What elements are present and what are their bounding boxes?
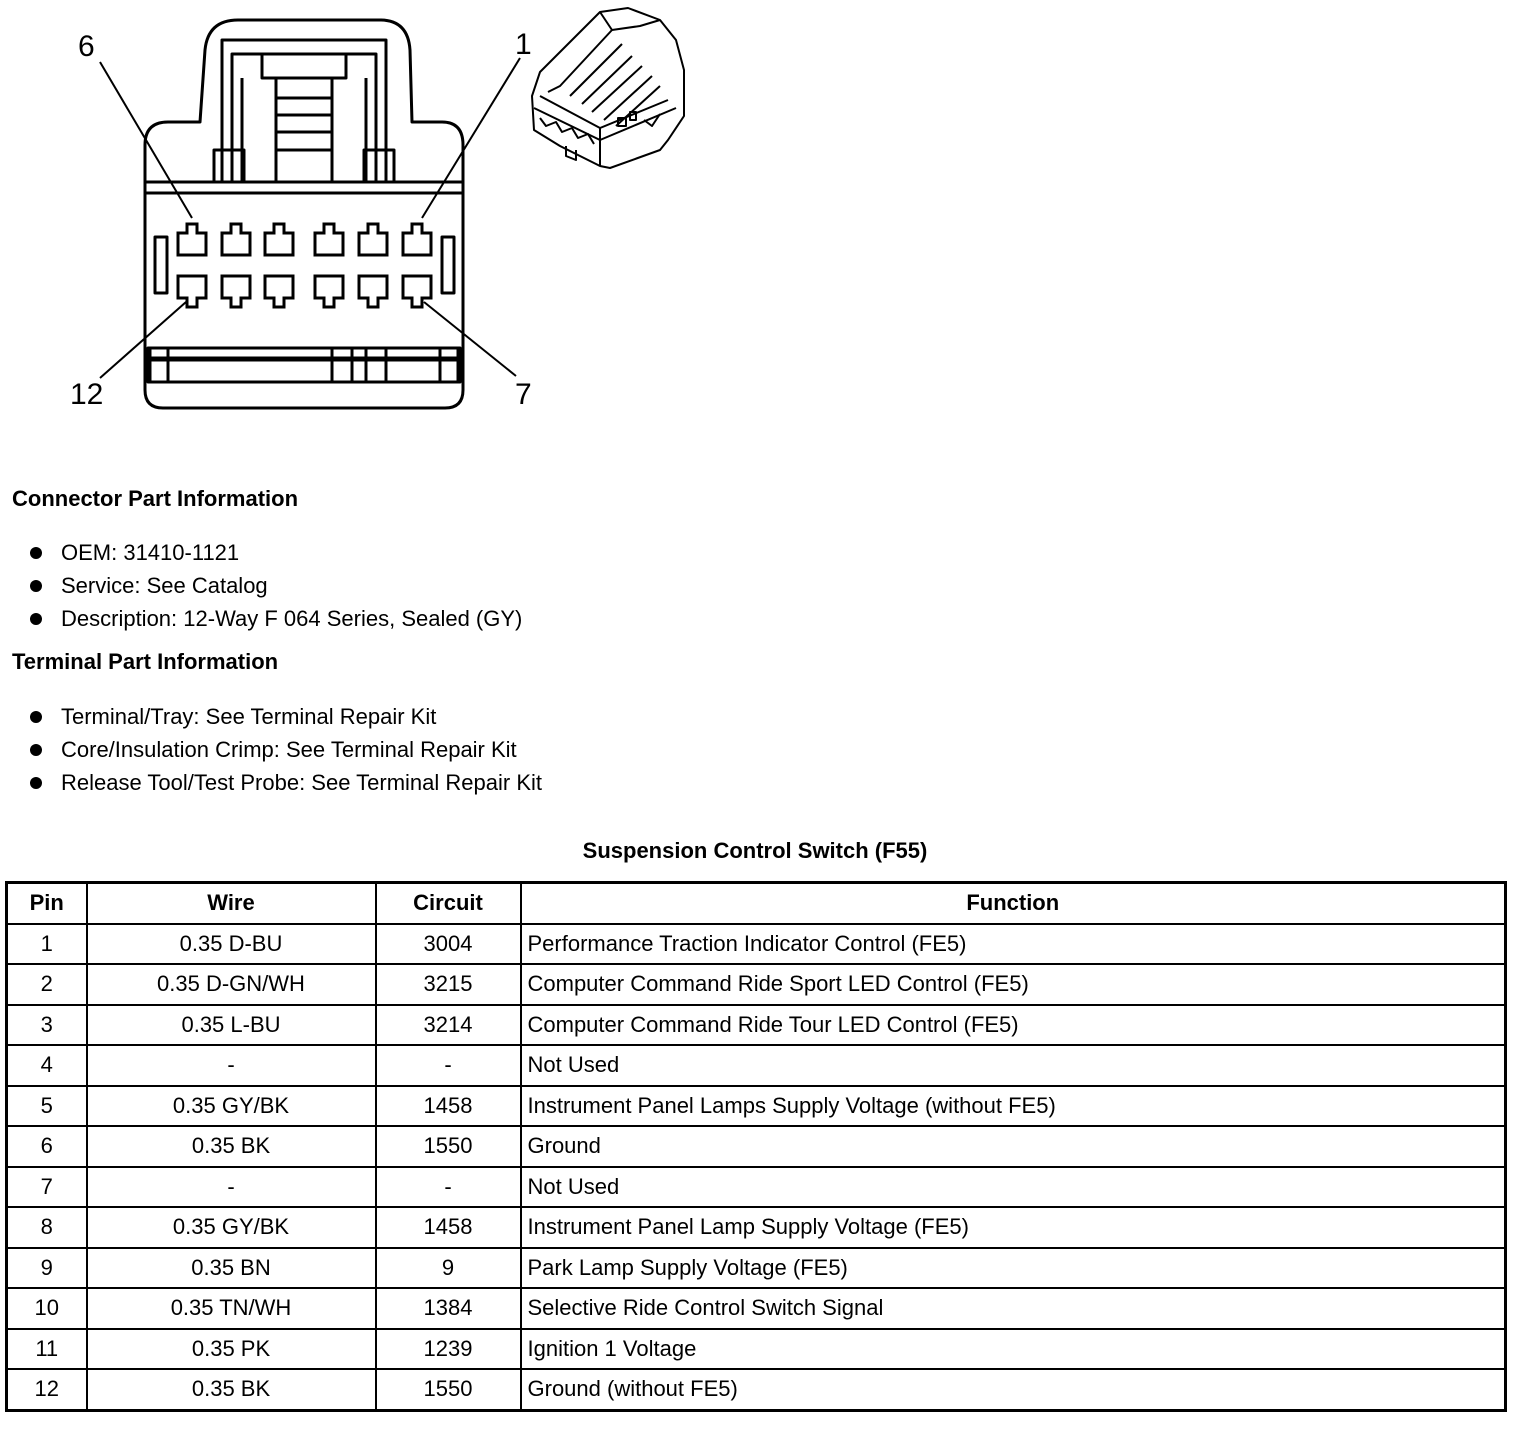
connector-isometric-sketch: [532, 8, 684, 168]
bullet-icon: [30, 547, 42, 559]
bullet-icon: [30, 711, 42, 723]
cell-function: Park Lamp Supply Voltage (FE5): [521, 1248, 1506, 1289]
table-title: Suspension Control Switch (F55): [582, 838, 928, 863]
bullet-icon: [30, 777, 42, 789]
header-function: Function: [521, 883, 1506, 924]
cell-circuit: 1458: [376, 1207, 521, 1248]
cavity-10: [265, 276, 293, 307]
cavity-12: [178, 276, 206, 307]
cell-pin: 5: [7, 1086, 87, 1127]
cell-pin: 10: [7, 1288, 87, 1329]
header-pin: Pin: [7, 883, 87, 924]
cavity-9: [315, 276, 343, 307]
list-item: Release Tool/Test Probe: See Terminal Repair Kit: [30, 766, 542, 799]
cell-function: Instrument Panel Lamps Supply Voltage (without FE5): [521, 1086, 1506, 1127]
table-row: [7, 1045, 1506, 1086]
cell-wire: 0.35 BK: [87, 1126, 376, 1167]
bullet-icon: [30, 613, 42, 625]
bullet-icon: [30, 580, 42, 592]
cell-wire: 0.35 BK: [87, 1369, 376, 1410]
cell-wire: -: [87, 1045, 376, 1086]
cavity-1: [403, 224, 431, 255]
cell-wire: 0.35 BN: [87, 1248, 376, 1289]
terminal-part-info-list: [30, 700, 542, 799]
leader-line-1: [422, 58, 520, 218]
table-row: [7, 964, 1506, 1005]
leader-line-7: [424, 302, 516, 376]
cell-pin: 7: [7, 1167, 87, 1208]
cell-function: Computer Command Ride Tour LED Control (FE5): [521, 1005, 1506, 1046]
table-row: [7, 1288, 1506, 1329]
cavity-7: [403, 276, 431, 307]
cell-function: Performance Traction Indicator Control (FE5): [521, 924, 1506, 965]
cavity-6: [178, 224, 206, 255]
cell-circuit: 1458: [376, 1086, 521, 1127]
cell-circuit: 3004: [376, 924, 521, 965]
list-item: Core/Insulation Crimp: See Terminal Repair Kit: [30, 733, 542, 766]
cell-wire: -: [87, 1167, 376, 1208]
table-row: [7, 1005, 1506, 1046]
table-row: [7, 1207, 1506, 1248]
cell-function: Computer Command Ride Sport LED Control (FE5): [521, 964, 1506, 1005]
leader-line-12: [100, 302, 186, 378]
cell-function: Instrument Panel Lamp Supply Voltage (FE5): [521, 1207, 1506, 1248]
callout-pin-7: 7: [515, 378, 532, 411]
cell-pin: 2: [7, 964, 87, 1005]
cell-pin: 9: [7, 1248, 87, 1289]
callout-pin-1: 1: [515, 28, 532, 61]
cell-circuit: -: [376, 1167, 521, 1208]
header-wire: Wire: [87, 883, 376, 924]
header-circuit: Circuit: [376, 883, 521, 924]
bullet-icon: [30, 744, 42, 756]
cell-wire: 0.35 GY/BK: [87, 1207, 376, 1248]
callout-pin-6: 6: [78, 30, 95, 63]
cell-pin: 6: [7, 1126, 87, 1167]
connector-part-info-heading: Connector Part Information: [12, 486, 299, 511]
cell-circuit: 1550: [376, 1126, 521, 1167]
cell-function: Ignition 1 Voltage: [521, 1329, 1506, 1370]
cell-function: Ground: [521, 1126, 1506, 1167]
table-row: [7, 1126, 1506, 1167]
cell-wire: 0.35 D-GN/WH: [87, 964, 376, 1005]
cavity-5: [222, 224, 250, 255]
cell-circuit: 1550: [376, 1369, 521, 1410]
cell-pin: 8: [7, 1207, 87, 1248]
cell-pin: 4: [7, 1045, 87, 1086]
cell-function: Ground (without FE5): [521, 1369, 1506, 1410]
cavity-11: [222, 276, 250, 307]
pinout-table: [5, 881, 1507, 1412]
cell-pin: 11: [7, 1329, 87, 1370]
cavity-4: [265, 224, 293, 255]
table-row: [7, 1369, 1506, 1410]
cell-function: Not Used: [521, 1045, 1506, 1086]
table-row: [7, 1329, 1506, 1370]
cavity-3: [315, 224, 343, 255]
table-row: [7, 924, 1506, 965]
cell-circuit: 1384: [376, 1288, 521, 1329]
cavity-2: [359, 224, 387, 255]
list-item: Description: 12-Way F 064 Series, Sealed (GY): [30, 602, 522, 635]
connector-part-info-list: [30, 536, 522, 635]
cell-pin: 3: [7, 1005, 87, 1046]
connector-diagram: [0, 0, 720, 440]
cell-wire: 0.35 PK: [87, 1329, 376, 1370]
cell-function: Not Used: [521, 1167, 1506, 1208]
cavity-8: [359, 276, 387, 307]
cell-wire: 0.35 L-BU: [87, 1005, 376, 1046]
cell-pin: 12: [7, 1369, 87, 1410]
terminal-part-info-heading: Terminal Part Information: [12, 649, 279, 674]
cell-wire: 0.35 TN/WH: [87, 1288, 376, 1329]
cell-circuit: 3215: [376, 964, 521, 1005]
cell-wire: 0.35 GY/BK: [87, 1086, 376, 1127]
list-item: Terminal/Tray: See Terminal Repair Kit: [30, 700, 542, 733]
table-row: [7, 1167, 1506, 1208]
table-header-row: [7, 883, 1506, 924]
cell-pin: 1: [7, 924, 87, 965]
cell-circuit: 1239: [376, 1329, 521, 1370]
cell-wire: 0.35 D-BU: [87, 924, 376, 965]
table-row: [7, 1248, 1506, 1289]
table-row: [7, 1086, 1506, 1127]
cell-circuit: -: [376, 1045, 521, 1086]
callout-pin-12: 12: [70, 378, 104, 411]
list-item: OEM: 31410-1121: [30, 536, 522, 569]
cell-circuit: 9: [376, 1248, 521, 1289]
cell-circuit: 3214: [376, 1005, 521, 1046]
cell-function: Selective Ride Control Switch Signal: [521, 1288, 1506, 1329]
list-item: Service: See Catalog: [30, 569, 522, 602]
